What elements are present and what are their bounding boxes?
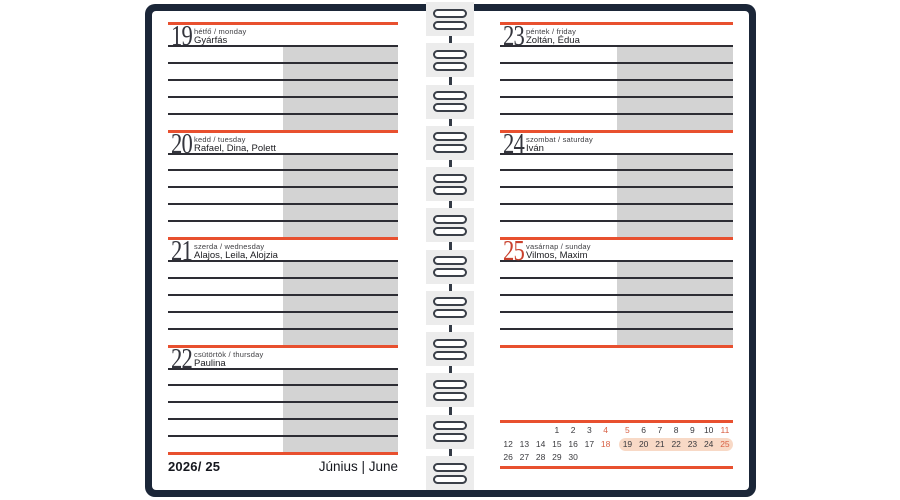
spiral-ring	[426, 373, 474, 407]
right-day-blocks	[500, 22, 733, 345]
spiral-ring	[426, 85, 474, 119]
closing-red-line	[500, 345, 733, 348]
day-block-21	[168, 237, 398, 345]
writing-line	[500, 47, 733, 64]
day-number: 20	[171, 127, 193, 160]
spiral-wire-loop	[433, 421, 467, 430]
spiral-wire-loop	[433, 380, 467, 389]
mini-month-calendar	[500, 420, 733, 469]
writing-lines	[168, 47, 398, 130]
name-day-names: Paulina	[194, 357, 226, 369]
spiral-ring	[426, 291, 474, 325]
spiral-wire-loop	[433, 21, 467, 30]
writing-line	[500, 330, 733, 345]
day-number: 22	[171, 342, 193, 375]
spiral-wire-loop	[433, 186, 467, 195]
calendar-week	[619, 451, 733, 464]
writing-line	[168, 403, 398, 420]
day-header	[168, 342, 398, 375]
spiral-ring	[426, 332, 474, 366]
spiral-wire-loop	[433, 463, 467, 472]
writing-line	[168, 330, 398, 345]
writing-line	[500, 171, 733, 188]
spiral-wire-loop	[433, 227, 467, 236]
name-day-names: Gyárfás	[194, 35, 228, 46]
day-of-week-label: szerda / wednesday	[194, 242, 265, 251]
spiral-ring	[426, 126, 474, 160]
spiral-ring	[426, 2, 474, 36]
spiral-ring	[426, 250, 474, 284]
writing-lines	[168, 262, 398, 345]
day-number: 19	[171, 20, 193, 52]
calendar-week	[500, 424, 614, 437]
day-number: 24	[503, 127, 525, 160]
spiral-wire-loop	[433, 174, 467, 183]
writing-line	[500, 279, 733, 296]
left-page	[168, 22, 398, 483]
calendar-day-6: 6	[641, 425, 647, 436]
writing-line	[168, 437, 398, 452]
writing-line	[168, 155, 398, 172]
calendar-day-26: 26	[503, 452, 513, 463]
page-footer	[168, 452, 398, 483]
writing-line	[500, 205, 733, 222]
calendar-current-week	[619, 438, 733, 451]
writing-line	[168, 222, 398, 237]
calendar-day-5: 5	[625, 425, 630, 436]
day-number: 25	[503, 235, 525, 267]
day-header	[500, 20, 733, 52]
calendar-day-7: 7	[657, 425, 663, 436]
calendar-row	[500, 424, 733, 438]
spiral-ring	[426, 43, 474, 77]
calendar-day-16: 16	[568, 438, 578, 449]
calendar-day-2: 2	[570, 425, 576, 436]
writing-line	[168, 262, 398, 279]
spiral-wire-loop	[433, 297, 467, 306]
calendar-day-8: 8	[673, 425, 679, 436]
day-block-20	[168, 127, 398, 238]
calendar-week	[500, 438, 614, 451]
calendar-day-13: 13	[519, 438, 530, 449]
spiral-wire-loop	[433, 268, 467, 277]
calendar-day-20: 20	[638, 438, 649, 449]
calendar-day-29: 29	[552, 452, 562, 463]
writing-line	[168, 386, 398, 403]
writing-line	[168, 98, 398, 115]
year-week-label: 2026/ 25	[168, 459, 221, 474]
day-of-week-label: kedd / tuesday	[194, 134, 246, 144]
writing-line	[500, 81, 733, 98]
spiral-wire-loop	[433, 91, 467, 100]
calendar-day-27: 27	[519, 452, 530, 463]
writing-line	[168, 296, 398, 313]
calendar-day-24: 24	[703, 438, 714, 449]
writing-lines	[500, 262, 733, 345]
writing-line	[500, 98, 733, 115]
calendar-row	[500, 438, 733, 452]
day-of-week-label: szombat / saturday	[526, 134, 593, 144]
spiral-wire-loop	[433, 351, 467, 360]
name-day-names: Zoltán, Édua	[526, 35, 580, 46]
day-of-week-label: vasárnap / sunday	[526, 242, 591, 251]
writing-line	[168, 279, 398, 296]
name-day-names: Iván	[526, 142, 544, 154]
writing-line	[500, 222, 733, 237]
writing-lines	[500, 47, 733, 130]
writing-lines	[168, 370, 398, 453]
day-block-19	[168, 22, 398, 130]
name-day-names: Vilmos, Maxim	[526, 250, 588, 261]
calendar-day-22: 22	[671, 438, 681, 449]
writing-line	[168, 81, 398, 98]
spiral-ring	[426, 456, 474, 490]
name-day-names: Rafael, Dina, Polett	[194, 142, 276, 154]
day-of-week-label: csütörtök / thursday	[194, 349, 264, 359]
writing-line	[168, 47, 398, 64]
day-header	[500, 127, 733, 160]
writing-line	[500, 188, 733, 205]
spiral-ring	[426, 208, 474, 242]
calendar-day-18: 18	[600, 438, 611, 449]
spiral-wire-loop	[433, 256, 467, 265]
writing-line	[168, 64, 398, 81]
day-number: 23	[503, 20, 525, 52]
writing-line	[168, 313, 398, 330]
calendar-day-9: 9	[690, 425, 695, 436]
calendar-day-23: 23	[687, 438, 698, 449]
day-block-22	[168, 342, 398, 453]
calendar-day-25: 25	[720, 438, 730, 449]
writing-line	[500, 296, 733, 313]
calendar-day-19: 19	[622, 438, 633, 449]
writing-line	[168, 420, 398, 437]
writing-line	[500, 64, 733, 81]
writing-line	[500, 155, 733, 172]
writing-line	[500, 115, 733, 130]
day-block-24	[500, 127, 733, 238]
spiral-wire-loop	[433, 103, 467, 112]
spiral-wire-loop	[433, 9, 467, 18]
spiral-wire-loop	[433, 433, 467, 442]
calendar-row	[500, 451, 733, 465]
day-header	[500, 235, 733, 267]
writing-line	[168, 188, 398, 205]
day-block-23	[500, 22, 733, 130]
writing-line	[168, 171, 398, 188]
day-block-25	[500, 237, 733, 345]
name-day-names: Alajos, Leila, Alojzia	[194, 250, 278, 261]
writing-lines	[168, 155, 398, 238]
writing-line	[500, 313, 733, 330]
spiral-wire-loop	[433, 339, 467, 348]
writing-lines	[500, 155, 733, 238]
day-of-week-label: hétfő / monday	[194, 27, 247, 36]
spiral-wire-loop	[433, 50, 467, 59]
month-label: Június | June	[318, 459, 398, 474]
calendar-day-10: 10	[703, 425, 714, 436]
calendar-day-17: 17	[584, 438, 595, 449]
calendar-day-21: 21	[655, 438, 665, 449]
calendar-week	[500, 451, 614, 464]
calendar-day-3: 3	[587, 425, 592, 436]
calendar-day-30: 30	[568, 452, 578, 463]
spiral-ring	[426, 167, 474, 201]
writing-line	[168, 205, 398, 222]
calendar-week	[619, 424, 733, 437]
calendar-day-11: 11	[720, 425, 730, 436]
calendar-day-1: 1	[554, 425, 560, 436]
spiral-wire-loop	[433, 215, 467, 224]
day-header	[168, 127, 398, 160]
day-header	[168, 235, 398, 267]
left-day-blocks	[168, 22, 398, 452]
calendar-day-15: 15	[552, 438, 562, 449]
writing-line	[168, 115, 398, 130]
spiral-wire-loop	[433, 144, 467, 153]
day-of-week-label: péntek / friday	[526, 27, 577, 36]
spiral-ring	[426, 415, 474, 449]
writing-line	[168, 370, 398, 387]
day-number: 21	[171, 235, 193, 267]
spiral-wire-loop	[433, 475, 467, 484]
spiral-wire-loop	[433, 392, 467, 401]
spiral-wire-loop	[433, 62, 467, 71]
calendar-day-12: 12	[503, 438, 513, 449]
spiral-wire-loop	[433, 309, 467, 318]
calendar-day-28: 28	[535, 452, 546, 463]
writing-line	[500, 262, 733, 279]
right-page	[500, 22, 733, 476]
calendar-day-4: 4	[603, 425, 608, 436]
day-header	[168, 20, 398, 52]
spiral-wire-loop	[433, 132, 467, 141]
calendar-day-14: 14	[535, 438, 546, 449]
